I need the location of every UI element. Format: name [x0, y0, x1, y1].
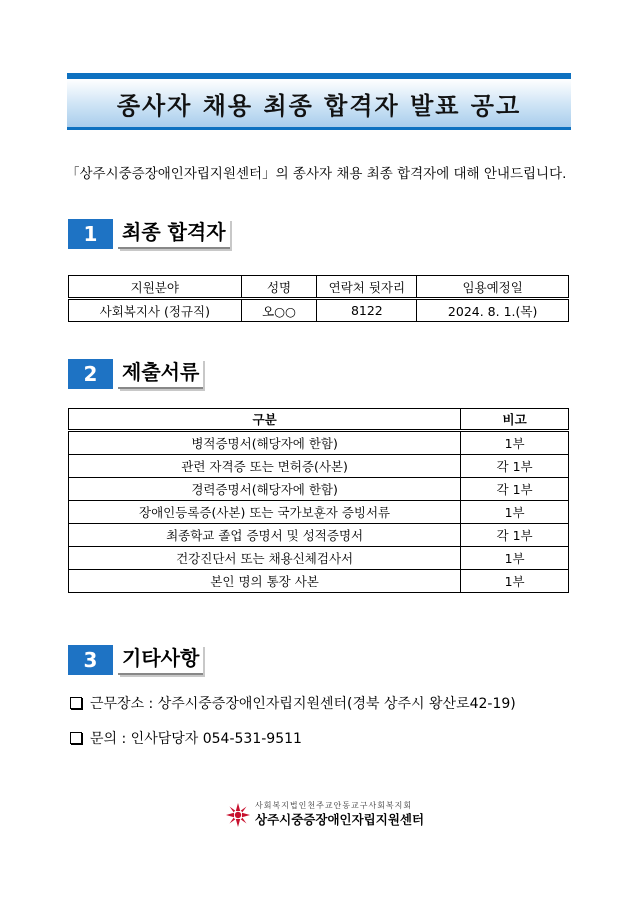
section-1-title: 최종 합격자	[118, 219, 230, 249]
checkbox-bullet-icon	[70, 732, 82, 744]
title-banner	[67, 79, 571, 127]
table-row	[69, 455, 569, 478]
etc-item-contact	[70, 728, 302, 748]
result-table	[68, 275, 569, 322]
footer-org-name: 상주시중증장애인자립지원센터	[255, 812, 425, 827]
documents-table	[68, 408, 569, 593]
table-row	[69, 431, 569, 455]
documents-header-category: 구분	[69, 409, 461, 431]
document-name: 관련 자격증 또는 면허증(사본)	[69, 455, 461, 478]
document-note: 1부	[461, 547, 569, 570]
document-note: 1부	[461, 570, 569, 593]
checkbox-bullet-icon	[70, 697, 82, 709]
result-header-name: 성명	[241, 276, 317, 299]
result-header-field: 지원분야	[69, 276, 242, 299]
section-3-title: 기타사항	[118, 645, 203, 675]
result-cell-date: 2024. 8. 1.(목)	[417, 299, 569, 322]
intro-text: 「상주시중증장애인자립지원센터」의 종사자 채용 최종 합격자에 대해 안내드립니다.	[66, 166, 567, 182]
table-row	[69, 524, 569, 547]
table-row	[69, 570, 569, 593]
page-title: 종사자 채용 최종 합격자 발표 공고	[116, 91, 522, 120]
section-1-number: 1	[68, 219, 113, 249]
document-name: 경력증명서(해당자에 한함)	[69, 478, 461, 501]
result-table-header-row	[69, 276, 569, 299]
section-2-number: 2	[68, 359, 113, 389]
document-note: 각 1부	[461, 478, 569, 501]
footer-org-parent: 사회복지법인천주교안동교구사회복지회	[255, 801, 413, 810]
result-cell-field: 사회복지사 (정규직)	[69, 299, 242, 322]
section-2-title: 제출서류	[118, 359, 203, 389]
table-row	[69, 501, 569, 524]
documents-header-note: 비고	[461, 409, 569, 431]
etc-item-text: 문의 : 인사담당자 054-531-9511	[90, 731, 302, 747]
document-name: 본인 명의 통장 사본	[69, 570, 461, 593]
table-row	[69, 478, 569, 501]
result-cell-name: 오○○	[241, 299, 317, 322]
document-note: 각 1부	[461, 455, 569, 478]
result-header-date: 임용예정일	[417, 276, 569, 299]
result-header-contact: 연락처 뒷자리	[317, 276, 417, 299]
etc-item-workplace	[70, 693, 516, 713]
document-note: 1부	[461, 431, 569, 455]
etc-item-text: 근무장소 : 상주시중증장애인자립지원센터(경북 상주시 왕산로42-19)	[90, 696, 516, 712]
documents-table-header-row	[69, 409, 569, 431]
document-note: 1부	[461, 501, 569, 524]
table-row	[69, 547, 569, 570]
section-3-number: 3	[68, 645, 113, 675]
title-banner-bottom-bar	[67, 127, 571, 130]
document-name: 건강진단서 또는 채용신체검사서	[69, 547, 461, 570]
document-name: 최종학교 졸업 증명서 및 성적증명서	[69, 524, 461, 547]
result-cell-contact: 8122	[317, 299, 417, 322]
document-name: 병적증명서(해당자에 한함)	[69, 431, 461, 455]
cross-logo-icon	[226, 803, 250, 827]
document-name: 장애인등록증(사본) 또는 국가보훈자 증빙서류	[69, 501, 461, 524]
document-note: 각 1부	[461, 524, 569, 547]
table-row	[69, 299, 569, 322]
